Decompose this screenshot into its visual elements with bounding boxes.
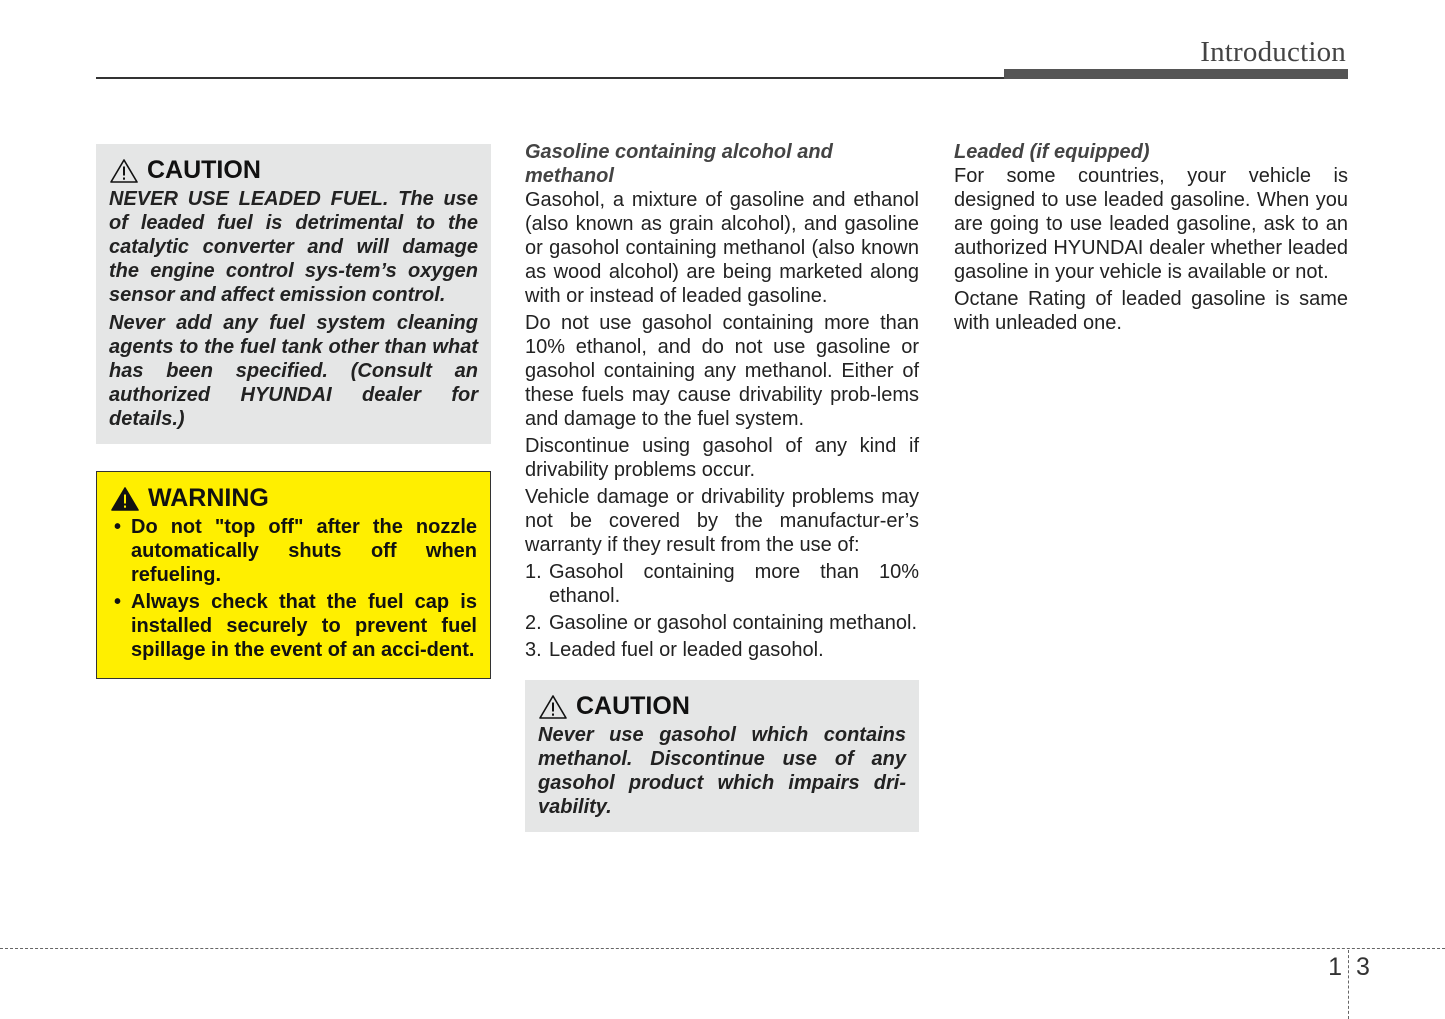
warning-triangle-icon [110,486,140,512]
list-item [525,560,919,608]
body-paragraph: Do not use gasohol containing more than 10% ethanol, and do not use gasoline or gasohol containing any methanol. Either of these fuels may cause drivability prob-lems and damage to the fuel system. [525,312,919,430]
caution-heading [538,692,906,721]
page-header-title: Introduction [1200,36,1346,68]
caution-paragraph: NEVER USE LEADED FUEL. The use of leaded fuel is detrimental to the catalytic converter and will damage the engine control sys-tem’s oxygen sensor and affect emission control. [109,188,478,306]
body-paragraph: Vehicle damage or drivability problems may not be covered by the manufactur-er’s warranty if they result from the use of: [525,486,919,556]
list-item-text: Leaded fuel or leaded gasohol. [549,639,824,661]
page-number: 3 [1356,953,1370,981]
caution-paragraph: Never use gasohol which contains methanol. Discontinue use of any gasohol product which impairs dri-vability. [538,724,906,818]
body-paragraph: Discontinue using gasohol of any kind if drivability problems occur. [525,435,919,481]
chapter-number: 1 [1328,953,1342,981]
warning-bullet: • Do not "top off" after the nozzle automatically shuts off when refueling. [110,515,477,587]
caution-heading-text: CAUTION [576,692,690,720]
caution-triangle-icon [538,694,568,720]
body-paragraph: For some countries, your vehicle is designed to use leaded gasoline. When you are going to use leaded gasoline, ask to an authorized HYUNDAI dealer whether leaded gasoline in your vehicle is available or not. [954,165,1348,283]
warning-heading [110,484,477,513]
caution-triangle-icon [109,158,139,184]
list-item-number: 3. [525,639,542,661]
section-subheading-leaded: Leaded (if equipped) [954,141,1150,163]
list-item [525,638,919,662]
column-left [96,140,491,679]
caution-box-leaded-fuel [96,144,491,444]
fuel-list [525,560,919,662]
body-paragraph: Octane Rating of leaded gasoline is same with unleaded one. [954,288,1348,334]
warning-bullet-list [110,515,477,662]
caution-paragraph: Never add any fuel system cleaning agents to the fuel tank other than what has been specified. (Consult an authorized HYUNDAI dealer for details.) [109,312,478,430]
list-item [525,611,919,635]
footer-page-divider [1348,950,1349,1019]
warning-box-refueling [96,471,491,679]
warning-heading-text: WARNING [148,484,269,512]
caution-box-methanol [525,680,919,832]
caution-heading [109,156,478,185]
list-item-number: 2. [525,612,542,634]
column-middle [525,140,919,832]
section-subheading-gasohol: Gasoline containing alcohol and methanol [525,141,833,187]
warning-bullet: • Always check that the fuel cap is installed securely to prevent fuel spillage in the event of an acci-dent. [110,590,477,662]
caution-heading-text: CAUTION [147,156,261,184]
header-accent-bar [1004,69,1348,79]
column-right [954,140,1348,338]
footer-dashed-rule [0,948,1445,949]
list-item-text: Gasoline or gasohol containing methanol. [549,612,918,634]
list-item-number: 1. [525,561,542,583]
body-paragraph: Gasohol, a mixture of gasoline and ethanol (also known as grain alcohol), and gasoline or gasohol containing methanol (also known as wood alcohol) are being marketed along with or instead of leaded gasoline. [525,189,919,307]
list-item-text: Gasohol containing more than 10% ethanol. [549,561,919,607]
